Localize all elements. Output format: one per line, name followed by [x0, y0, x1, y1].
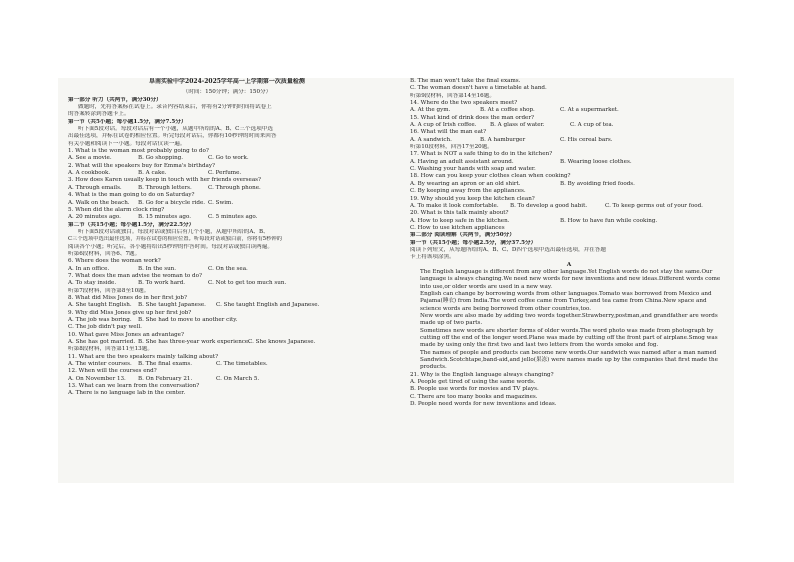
options-2	[68, 170, 386, 177]
instruction-line: 阅读各个小题；听完后，各小题将给出5秒钟的作答时间。每段对话或独白读两遍。	[68, 243, 273, 250]
option-a: A. There is no language lab in the center.	[68, 390, 186, 397]
listening-note: 听第7段材料，回答第8至10题。	[68, 287, 150, 294]
question-3: 3. How does Karen usually keep in touch with her friends overseas?	[68, 177, 262, 184]
exam-title: 阜南实验中学2024-2025学年高一上学期第一次质量检测	[149, 78, 305, 85]
option-c: C. His cereal bars.	[560, 136, 613, 143]
options-20	[410, 218, 728, 225]
option-b: B. She had to move to another city.	[138, 317, 238, 323]
question-6: 6. Where does the woman work?	[68, 258, 161, 265]
option-c: C. She taught English and Japanese.	[216, 302, 320, 309]
options-8	[68, 302, 386, 309]
option-c: C. How to use kitchen appliances	[410, 224, 505, 231]
options-19	[410, 203, 728, 210]
options-1	[68, 155, 386, 162]
option-b: B. She taught Japanese.	[138, 302, 206, 309]
option-a: A. 20 minutes ago.	[68, 214, 121, 221]
option-c: C. A cup of tea.	[570, 122, 614, 129]
option-a: A. She taught English.	[68, 302, 132, 309]
option-b: B. How to have fun while cooking.	[560, 217, 658, 224]
question-1: 1. What is the woman most probably going to do?	[68, 148, 209, 155]
options-18	[410, 181, 728, 188]
option-a: A. Through emails.	[68, 184, 122, 191]
options-7	[68, 280, 386, 287]
option-a: A. People get tired of using the same words.	[410, 378, 536, 385]
part1-heading: 第一节（共15小题；每小题2.5分，满分37.5分）	[410, 239, 537, 246]
option-b: B. Go shopping.	[138, 155, 184, 162]
option-c: C. Perfume.	[208, 170, 242, 177]
question-10: 10. What gave Miss Jones an advantage?	[68, 331, 184, 338]
option-b: B. To work hard.	[138, 280, 186, 287]
right-column	[410, 78, 728, 408]
passage-label: A	[566, 261, 572, 268]
option-a: A. The winter courses.	[68, 361, 132, 368]
listening-note: 听第6段材料，回答6、7题。	[68, 250, 141, 257]
option-a: A. At the gym.	[410, 107, 451, 114]
options-6	[68, 266, 386, 273]
options-16	[410, 137, 728, 144]
option-a: A. How to keep safe in the kitchen.	[410, 217, 510, 224]
option-a: A. On November 13.	[68, 375, 126, 382]
option-b: B. 15 minutes ago.	[138, 214, 192, 221]
part2-heading: 第二节（共15小题；每小题1.5分，满分22.5分）	[68, 221, 195, 228]
question-13: 13. What can we learn from the conversation?	[68, 383, 200, 390]
option-c: C. The woman doesn't have a timetable at hand.	[410, 85, 547, 92]
option-b: B. She has three-year work experience.	[138, 339, 251, 346]
options-14	[410, 107, 728, 114]
question-5: 5. When did the alarm clock ring?	[68, 206, 165, 213]
option-c: C. Swim.	[208, 199, 234, 206]
passage-paragraph: The names of people and products can become new words.Our sandwich was named after a man named Sandwich.Scotchtape,band-aid,and jello(果冻) were names made up by the companies that first made the products.	[420, 349, 718, 371]
option-c: C. At a supermarket.	[560, 107, 619, 114]
question-20: 20. What is this talk mainly about?	[410, 210, 509, 217]
section-listening: 第一部分 听力（共两节，满分30分）	[68, 96, 162, 103]
instruction-line: 听下面5段对话。每段对话后有一个小题，从题中所给的A、B、C三个选项中选	[78, 126, 273, 133]
question-11: 11. What are the two speakers mainly talking about?	[68, 353, 219, 360]
option-a: A. In an office.	[68, 265, 110, 272]
option-a: A. To make it look comfortable.	[410, 202, 499, 209]
option-c: C. Not to get too much sun.	[208, 280, 287, 287]
option-c: C. 5 minutes ago.	[208, 214, 258, 221]
option-a: A. To stay inside.	[68, 280, 117, 287]
option-b: B. A hamburger	[480, 136, 526, 143]
option-b: B. Wearing loose clothes.	[560, 158, 632, 165]
options-15	[410, 122, 728, 129]
option-c: C. She knows Japanese.	[248, 339, 316, 346]
option-a: A. Having an adult assistant around.	[410, 158, 514, 165]
option-c: C. Go to work.	[208, 155, 249, 162]
question-16: 16. What will the man eat?	[410, 129, 487, 136]
instruction-line: 做题时，先将答案标在试卷上。录音内容结束后，你将有2分钟的时间将试卷上	[78, 104, 272, 111]
question-21: 21. Why is the English language always changing?	[410, 371, 554, 378]
option-a: A. Walk on the beach.	[68, 199, 130, 206]
option-a: A. A cup of Irish coffee.	[410, 122, 477, 129]
option-c: C. Through phone.	[208, 184, 261, 191]
option-b: B. A cake.	[138, 170, 167, 177]
option-c: C. The timetables.	[216, 361, 268, 368]
question-9: 9. Why did Miss Jones give up her first job?	[68, 309, 192, 316]
instruction-line: 阅读下列短文，从每题所给的A、B、C、D四个选项中选出最佳选项，并在答题	[410, 246, 606, 253]
passage-paragraph: Sometimes new words are shorter forms of older words.The word photo was made from photograph by cutting off the end of the longer word.Plane was made by cutting off the front part of airplane.Smog was made by using only the first two and last two letters from the words smoke and fog.	[420, 327, 718, 349]
options-5	[68, 214, 386, 221]
exam-subtitle: （时间：150分钟；满分：150分）	[182, 89, 272, 96]
option-c: C. On March 5.	[216, 375, 260, 382]
question-18: 18. How can you keep your clothes clean when cooking?	[410, 173, 571, 180]
option-b: B. To develop a good habit.	[510, 202, 588, 209]
question-8: 8. What did Miss Jones do in her first job?	[68, 294, 188, 301]
question-19: 19. Why should you keep the kitchen clean?	[410, 195, 535, 202]
instruction-line: C三个选项中选出最佳选项，并标在试卷的相应位置。听每段对话或独白前，你将有5秒钟的	[68, 236, 283, 243]
instruction-line: 出最佳选项，并标在试卷的相应位置。听完每段对话后，你都有10秒钟的时间来回答	[68, 133, 277, 140]
listening-note: 听第10段材料，回答17至20题。	[410, 144, 493, 151]
option-a: A. A cookbook.	[68, 170, 111, 177]
listening-note: 听第9段材料，回答第14至16题。	[410, 92, 495, 99]
question-12: 12. When will the courses end?	[68, 368, 157, 375]
option-c: C. To keep germs out of your food.	[605, 202, 703, 209]
option-a: A. By wearing an apron or an old shirt.	[410, 180, 521, 187]
option-a: A. A sandwich.	[410, 136, 452, 143]
instruction-line: 卡上将该项涂黑。	[410, 254, 455, 261]
option-c: C. On the sea.	[208, 265, 248, 272]
option-c: C. The job didn't pay well.	[68, 324, 142, 331]
options-4	[68, 200, 386, 207]
option-b: B. The man won't take the final exams.	[410, 78, 521, 84]
option-b: B. Go for a bicycle ride.	[138, 199, 206, 206]
option-a: A. See a movie.	[68, 155, 112, 162]
instruction-line: 有关小题和阅读下一小题。每段对话仅读一遍。	[68, 140, 186, 147]
options-3	[68, 185, 386, 192]
options-9	[68, 317, 386, 324]
option-a: A. She has got married.	[68, 339, 136, 346]
options-11	[68, 361, 386, 368]
instruction-line: 的答案转涂到答题卡上。	[68, 111, 130, 118]
option-c: C. There are too many books and magazines.	[410, 393, 538, 400]
option-b: B. By avoiding fried foods.	[560, 180, 635, 187]
instruction-line: 听下面5段对话或独白。每段对话或独白后有几个小题，从题中所给的A、B、	[78, 228, 269, 235]
question-7: 7. What does the man advise the woman to do?	[68, 272, 202, 279]
options-17	[410, 159, 728, 166]
option-b: B. At a coffee shop.	[480, 107, 535, 114]
option-b: B. In the sun.	[138, 265, 177, 272]
option-d: D. People need words for new inventions and ideas.	[410, 401, 557, 407]
question-17: 17. What is NOT a safe thing to do in the kitchen?	[410, 151, 553, 158]
option-c: C. Washing your hands with soap and water.	[410, 166, 536, 173]
option-b: B. The final exams.	[138, 361, 193, 368]
question-4: 4. What is the man going to do on Saturday?	[68, 192, 195, 199]
options-12	[68, 376, 386, 383]
listening-note: 听第8段材料，回答第11至13题。	[68, 346, 153, 353]
question-15: 15. What kind of drink does the man order?	[410, 114, 535, 121]
section-reading: 第二部分 阅读理解（共两节，满分50分）	[410, 232, 515, 239]
question-2: 2. What will the speakers buy for Emma's birthday?	[68, 162, 216, 169]
option-b: B. People use words for movies and TV plays.	[410, 386, 539, 393]
option-c: C. By keeping away from the appliances.	[410, 188, 526, 195]
option-b: B. On February 21.	[138, 375, 193, 382]
option-a: A. The job was boring.	[68, 317, 132, 323]
option-b: B. A glass of water.	[490, 122, 545, 129]
passage-paragraph: The English language is different from any other language.Yet English words do not stay the same.Our language is always changing.We need new words for new inventions and new ideas.Different words come into use,or older words are used in a new way.	[420, 268, 721, 290]
passage-paragraph: New words are also made by adding two words together.Strawberry,postman,and grandfather are words made up of two parts.	[420, 312, 718, 327]
question-14: 14. Where do the two speakers meet?	[410, 100, 518, 107]
option-b: B. Through letters.	[138, 184, 192, 191]
left-column	[68, 78, 386, 398]
part1-heading: 第一节（共5小题；每小题1.5分，满分7.5分）	[68, 118, 187, 125]
passage-paragraph: English can change by borrowing words from other languages.Tomato was borrowed from Mexico and Pajama(睡衣) from India.The word coffee came from Turkey,and tea came from China.New space and science words are being borrowed from other countries,too.	[420, 290, 712, 312]
exam-paper	[58, 78, 734, 483]
options-10	[68, 339, 386, 346]
